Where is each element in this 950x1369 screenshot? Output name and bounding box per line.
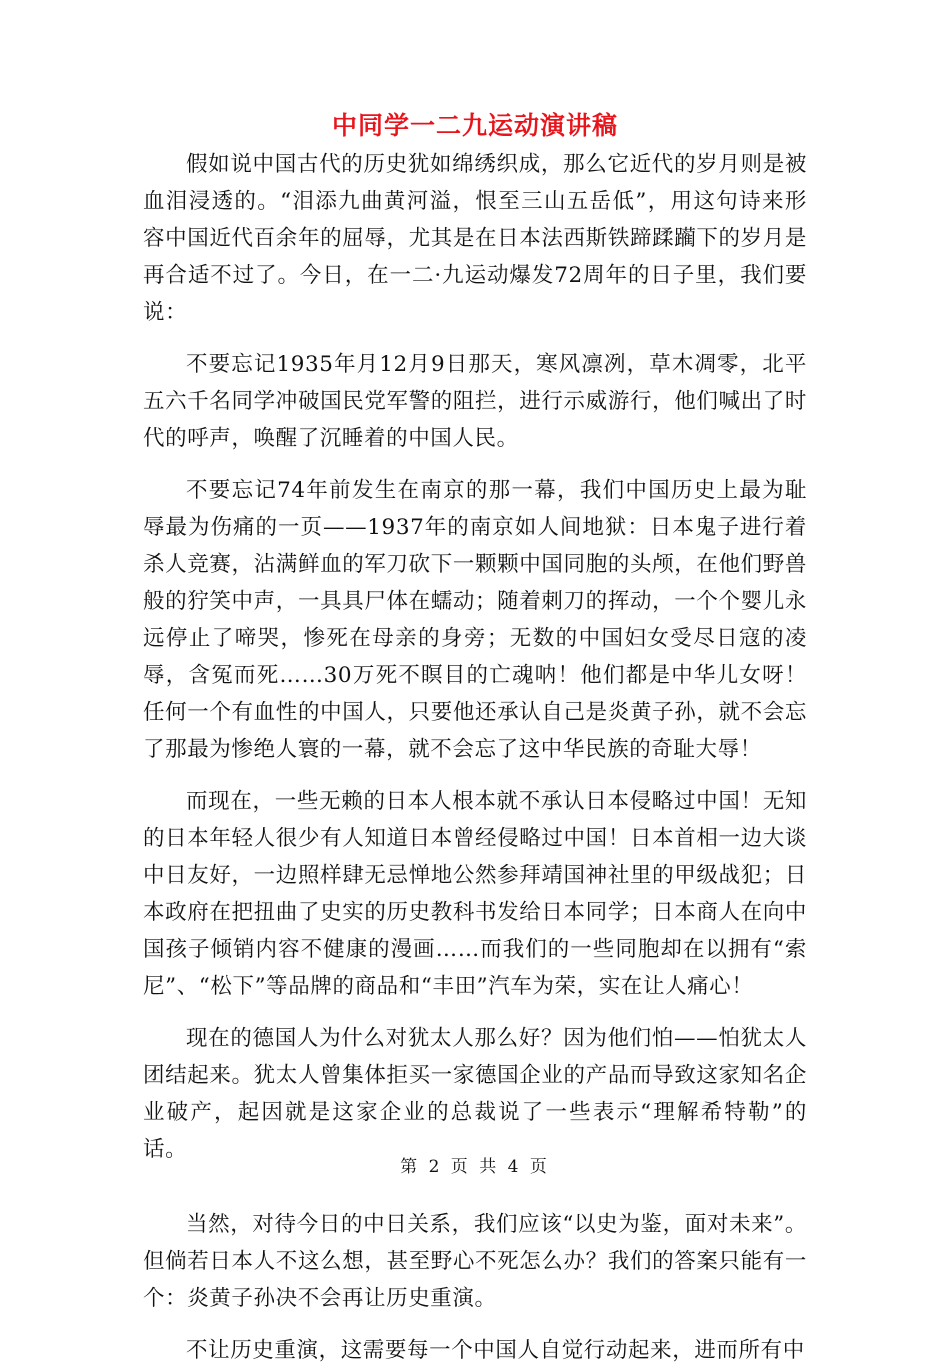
document-title: 中同学一二九运动演讲稿: [331, 111, 618, 140]
paragraph-present: 而现在，一些无赖的日本人根本就不承认日本侵略过中国！无知的日本年轻人很少有人知道日本曾经侵略过中国！日本首相一边大谈中日友好，一边照样肆无忌惮地公然参拜靖国神社里的甲级战犯；日本政府在把扭曲了史实的历史教科书发给日本同学；日本商人在向中国孩子倾销内容不健康的漫画……而我们的一些同胞却在以拥有“索尼”、“松下”等品牌的商品和“丰田”汽车为荣，实在让人痛心！: [143, 789, 807, 999]
paragraph-relations: 当然，对待今日的中日关系，我们应该“以史为鉴，面对未来”。但倘若日本人不这么想，甚至野心不死怎么办？我们的答案只能有一个：炎黄子孙决不会再让历史重演。: [143, 1212, 807, 1311]
paragraph-germany: 现在的德国人为什么对犹太人那么好？因为他们怕——怕犹太人团结起来。犹太人曾集体拒买一家德国企业的产品而导致这家知名企业破产，起因就是这家企业的总裁说了一些表示“理解希特勒”的话。: [143, 1026, 807, 1162]
document-body: [143, 146, 807, 1369]
paragraph-1935: 不要忘记1935年月12月9日那天，寒风凛冽，草木凋零，北平五六千名同学冲破国民党军警的阻拦，进行示威游行，他们喊出了时代的呼声，唤醒了沉睡着的中国人民。: [143, 352, 807, 451]
paragraph-action: 不让历史重演，这需要每一个中国人自觉行动起来，进而所有中: [186, 1338, 805, 1363]
paragraph-nanjing: 不要忘记74年前发生在南京的那一幕，我们中国历史上最为耻辱最为伤痛的一页——1937年的南京如人间地狱：日本鬼子进行着杀人竞赛，沾满鲜血的军刀砍下一颗颗中国同胞的头颅，在他们野兽般的狞笑中声，一具具尸体在蠕动；随着刺刀的挥动，一个个婴儿永远停止了啼哭，惨死在母亲的身旁；无数的中国妇女受尽日寇的凌辱，含冤而死……30万死不瞑目的亡魂呐！他们都是中华儿女呀！任何一个有血性的中国人，只要他还承认自己是炎黄子孙，就不会忘了那最为惨绝人寰的一幕，就不会忘了这中华民族的奇耻大辱！: [143, 478, 807, 762]
paragraph-intro: 假如说中国古代的历史犹如绵绣织成，那么它近代的岁月则是被血泪浸透的。“泪添九曲黄河溢，恨至三山五岳低”，用这句诗来形容中国近代百余年的屈辱，尤其是在日本法西斯铁蹄蹂躏下的岁月是再合适不过了。今日，在一二·九运动爆发72周年的日子里，我们要说：: [143, 152, 807, 325]
page-number: 第 2 页 共 4 页: [400, 1157, 550, 1177]
